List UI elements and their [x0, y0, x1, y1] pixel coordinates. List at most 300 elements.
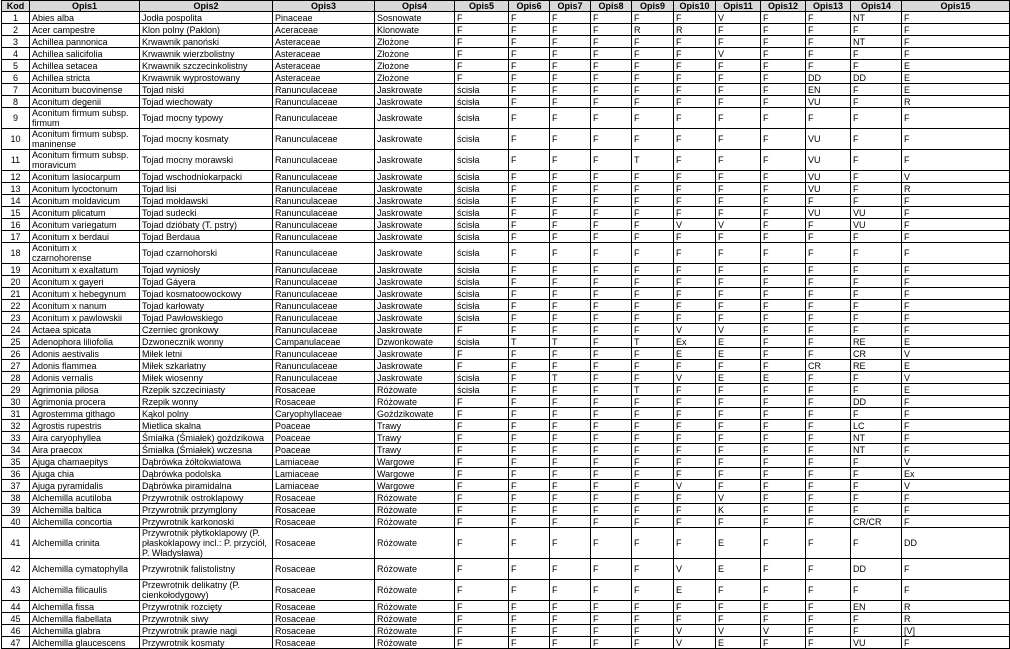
cell-opis15: F — [902, 580, 1010, 601]
cell-kod: 9 — [2, 108, 30, 129]
cell-opis2: Przywrotnik siwy — [140, 613, 273, 625]
cell-opis1: Aconitum lycoctonum — [30, 183, 140, 195]
cell-opis7: F — [550, 420, 591, 432]
table-row[interactable] — [2, 231, 1010, 243]
table-row[interactable] — [2, 276, 1010, 288]
table-row[interactable] — [2, 207, 1010, 219]
table-row[interactable] — [2, 408, 1010, 420]
cell-opis8: F — [591, 528, 632, 559]
cell-opis7: F — [550, 492, 591, 504]
cell-opis4: Jaskrowate — [375, 276, 455, 288]
cell-opis11: V — [716, 492, 761, 504]
table-row[interactable] — [2, 24, 1010, 36]
table-row[interactable] — [2, 625, 1010, 637]
cell-opis11: F — [716, 360, 761, 372]
cell-opis5: ścisła — [455, 336, 509, 348]
cell-opis7: F — [550, 360, 591, 372]
table-row[interactable] — [2, 637, 1010, 649]
cell-opis13: F — [806, 348, 851, 360]
cell-opis15: V — [902, 480, 1010, 492]
cell-opis12: F — [761, 129, 806, 150]
table-row[interactable] — [2, 420, 1010, 432]
cell-opis10: V — [674, 372, 716, 384]
cell-opis5: F — [455, 492, 509, 504]
cell-opis5: ścisła — [455, 195, 509, 207]
cell-opis3: Rosaceae — [273, 396, 375, 408]
cell-opis9: F — [632, 420, 674, 432]
table-row[interactable] — [2, 504, 1010, 516]
cell-opis3: Ranunculaceae — [273, 288, 375, 300]
table-row[interactable] — [2, 444, 1010, 456]
cell-opis13: F — [806, 276, 851, 288]
cell-opis6: F — [509, 625, 550, 637]
cell-opis12: F — [761, 468, 806, 480]
cell-opis4: Jaskrowate — [375, 231, 455, 243]
cell-opis15: R — [902, 601, 1010, 613]
cell-opis13: F — [806, 444, 851, 456]
cell-opis8: F — [591, 171, 632, 183]
table-row[interactable] — [2, 384, 1010, 396]
cell-opis12: F — [761, 195, 806, 207]
table-row[interactable] — [2, 516, 1010, 528]
cell-kod: 46 — [2, 625, 30, 637]
header-opis10[interactable]: Opis10 — [674, 1, 716, 12]
cell-opis7: F — [550, 468, 591, 480]
cell-opis3: Lamiaceae — [273, 468, 375, 480]
table-row[interactable] — [2, 432, 1010, 444]
cell-opis10: F — [674, 96, 716, 108]
cell-opis4: Złożone — [375, 60, 455, 72]
cell-opis2: Przywrotnik płytkoklapowy (P. płaskoklapowy incl.: P. przyciół, P. Władysława) — [140, 528, 273, 559]
table-row[interactable] — [2, 456, 1010, 468]
header-opis8[interactable]: Opis8 — [591, 1, 632, 12]
table-row[interactable] — [2, 129, 1010, 150]
cell-opis13: F — [806, 601, 851, 613]
cell-opis10: F — [674, 108, 716, 129]
header-opis1[interactable]: Opis1 — [30, 1, 140, 12]
cell-opis5: F — [455, 468, 509, 480]
cell-opis1: Agrostis rupestris — [30, 420, 140, 432]
table-row[interactable] — [2, 613, 1010, 625]
cell-opis6: F — [509, 456, 550, 468]
cell-opis10: F — [674, 231, 716, 243]
cell-opis9: F — [632, 276, 674, 288]
cell-opis14: F — [851, 324, 902, 336]
cell-opis15: F — [902, 219, 1010, 231]
cell-opis3: Lamiaceae — [273, 456, 375, 468]
cell-opis10: F — [674, 84, 716, 96]
cell-opis13: F — [806, 231, 851, 243]
table-row[interactable] — [2, 150, 1010, 171]
cell-opis8: F — [591, 24, 632, 36]
cell-opis11: E — [716, 372, 761, 384]
cell-opis4: Jaskrowate — [375, 300, 455, 312]
table-row[interactable] — [2, 96, 1010, 108]
cell-opis4: Różowate — [375, 559, 455, 580]
cell-opis9: F — [632, 613, 674, 625]
cell-opis3: Poaceae — [273, 420, 375, 432]
cell-opis6: F — [509, 36, 550, 48]
cell-opis5: F — [455, 48, 509, 60]
cell-opis3: Ranunculaceae — [273, 312, 375, 324]
cell-opis1: Ajuga pyramidalis — [30, 480, 140, 492]
cell-opis1: Adonis vernalis — [30, 372, 140, 384]
cell-opis1: Alchemilla glaucescens — [30, 637, 140, 649]
table-row[interactable] — [2, 84, 1010, 96]
cell-opis10: R — [674, 24, 716, 36]
cell-opis11: F — [716, 108, 761, 129]
cell-opis10: F — [674, 444, 716, 456]
cell-opis4: Goździkowate — [375, 408, 455, 420]
cell-opis13: F — [806, 528, 851, 559]
cell-opis12: F — [761, 300, 806, 312]
table-row[interactable] — [2, 372, 1010, 384]
cell-opis15: F — [902, 243, 1010, 264]
header-opis2[interactable]: Opis2 — [140, 1, 273, 12]
cell-opis3: Rosaceae — [273, 492, 375, 504]
cell-opis14: EN — [851, 601, 902, 613]
cell-opis6: F — [509, 420, 550, 432]
cell-opis9: F — [632, 601, 674, 613]
cell-opis6: F — [509, 150, 550, 171]
cell-opis9: F — [632, 12, 674, 24]
cell-opis8: F — [591, 129, 632, 150]
cell-opis4: Jaskrowate — [375, 195, 455, 207]
cell-opis7: F — [550, 559, 591, 580]
cell-opis5: ścisła — [455, 288, 509, 300]
cell-opis13: F — [806, 580, 851, 601]
cell-opis2: Tojad czarnohorski — [140, 243, 273, 264]
cell-opis5: F — [455, 613, 509, 625]
cell-opis3: Poaceae — [273, 432, 375, 444]
table-row[interactable] — [2, 243, 1010, 264]
cell-opis4: Różowate — [375, 601, 455, 613]
cell-opis5: F — [455, 432, 509, 444]
cell-opis4: Jaskrowate — [375, 207, 455, 219]
cell-opis12: F — [761, 150, 806, 171]
header-opis9[interactable]: Opis9 — [632, 1, 674, 12]
cell-opis5: F — [455, 60, 509, 72]
cell-opis4: Różowate — [375, 580, 455, 601]
header-opis5[interactable]: Opis5 — [455, 1, 509, 12]
cell-opis6: F — [509, 108, 550, 129]
cell-opis10: F — [674, 12, 716, 24]
cell-opis3: Ranunculaceae — [273, 219, 375, 231]
cell-opis9: F — [632, 516, 674, 528]
cell-opis5: F — [455, 420, 509, 432]
cell-opis14: F — [851, 276, 902, 288]
cell-opis5: F — [455, 528, 509, 559]
cell-opis3: Rosaceae — [273, 601, 375, 613]
cell-opis6: T — [509, 336, 550, 348]
cell-opis14: F — [851, 195, 902, 207]
cell-opis1: Achillea stricta — [30, 72, 140, 84]
header-opis11[interactable]: Opis11 — [716, 1, 761, 12]
cell-opis12: F — [761, 312, 806, 324]
cell-opis15: V — [902, 372, 1010, 384]
cell-opis6: F — [509, 468, 550, 480]
table-row[interactable] — [2, 60, 1010, 72]
cell-opis9: F — [632, 288, 674, 300]
cell-opis15: F — [902, 432, 1010, 444]
table-row[interactable] — [2, 528, 1010, 559]
cell-opis12: F — [761, 613, 806, 625]
header-opis3[interactable]: Opis3 — [273, 1, 375, 12]
cell-opis14: LC — [851, 420, 902, 432]
cell-opis11: F — [716, 183, 761, 195]
cell-opis7: F — [550, 396, 591, 408]
cell-opis3: Ranunculaceae — [273, 264, 375, 276]
cell-opis15: F — [902, 24, 1010, 36]
cell-kod: 1 — [2, 12, 30, 24]
cell-opis9: F — [632, 243, 674, 264]
cell-opis3: Asteraceae — [273, 48, 375, 60]
cell-opis14: F — [851, 288, 902, 300]
cell-kod: 8 — [2, 96, 30, 108]
table-row[interactable] — [2, 300, 1010, 312]
cell-kod: 11 — [2, 150, 30, 171]
cell-opis9: T — [632, 336, 674, 348]
cell-opis3: Ranunculaceae — [273, 171, 375, 183]
table-row[interactable] — [2, 288, 1010, 300]
cell-opis14: F — [851, 408, 902, 420]
table-row[interactable] — [2, 559, 1010, 580]
cell-kod: 39 — [2, 504, 30, 516]
table-row[interactable] — [2, 580, 1010, 601]
cell-opis2: Mietlica skalna — [140, 420, 273, 432]
cell-opis9: F — [632, 528, 674, 559]
header-opis12[interactable]: Opis12 — [761, 1, 806, 12]
header-opis6[interactable]: Opis6 — [509, 1, 550, 12]
cell-opis2: Czerniec gronkowy — [140, 324, 273, 336]
cell-opis3: Ranunculaceae — [273, 243, 375, 264]
cell-opis3: Ranunculaceae — [273, 276, 375, 288]
cell-opis3: Caryophyllaceae — [273, 408, 375, 420]
cell-opis13: F — [806, 288, 851, 300]
cell-opis4: Jaskrowate — [375, 264, 455, 276]
cell-opis4: Sosnowate — [375, 12, 455, 24]
cell-opis5: F — [455, 408, 509, 420]
cell-opis5: F — [455, 360, 509, 372]
cell-opis11: F — [716, 264, 761, 276]
cell-opis11: V — [716, 625, 761, 637]
table-row[interactable] — [2, 183, 1010, 195]
cell-opis10: F — [674, 264, 716, 276]
cell-opis13: F — [806, 456, 851, 468]
cell-opis13: F — [806, 504, 851, 516]
cell-opis1: Alchemilla fissa — [30, 601, 140, 613]
cell-opis13: VU — [806, 150, 851, 171]
table-row[interactable] — [2, 396, 1010, 408]
cell-opis2: Dąbrówka podolska — [140, 468, 273, 480]
cell-opis13: EN — [806, 84, 851, 96]
cell-opis6: F — [509, 516, 550, 528]
cell-opis11: E — [716, 348, 761, 360]
cell-opis8: F — [591, 300, 632, 312]
cell-opis4: Wargowe — [375, 456, 455, 468]
cell-opis13: F — [806, 312, 851, 324]
cell-opis11: F — [716, 171, 761, 183]
cell-opis14: F — [851, 468, 902, 480]
cell-opis14: F — [851, 108, 902, 129]
cell-opis9: F — [632, 108, 674, 129]
cell-opis11: F — [716, 396, 761, 408]
cell-kod: 13 — [2, 183, 30, 195]
cell-opis14: F — [851, 171, 902, 183]
cell-opis8: F — [591, 84, 632, 96]
cell-opis4: Różowate — [375, 384, 455, 396]
table-row[interactable] — [2, 312, 1010, 324]
header-opis7[interactable]: Opis7 — [550, 1, 591, 12]
cell-opis5: F — [455, 348, 509, 360]
header-opis13[interactable]: Opis13 — [806, 1, 851, 12]
cell-opis10: Ex — [674, 336, 716, 348]
cell-opis6: F — [509, 264, 550, 276]
cell-opis12: F — [761, 36, 806, 48]
cell-opis8: F — [591, 264, 632, 276]
cell-opis15: F — [902, 492, 1010, 504]
header-opis14[interactable]: Opis14 — [851, 1, 902, 12]
cell-opis1: Aconitum x berdaui — [30, 231, 140, 243]
cell-opis4: Jaskrowate — [375, 243, 455, 264]
cell-opis6: F — [509, 243, 550, 264]
cell-opis8: F — [591, 559, 632, 580]
cell-opis1: Aconitum firmum subsp. firmum — [30, 108, 140, 129]
cell-kod: 7 — [2, 84, 30, 96]
cell-opis5: ścisła — [455, 219, 509, 231]
cell-opis3: Ranunculaceae — [273, 183, 375, 195]
table-row[interactable] — [2, 195, 1010, 207]
cell-opis11: E — [716, 559, 761, 580]
cell-opis6: F — [509, 12, 550, 24]
table-row[interactable] — [2, 12, 1010, 24]
cell-opis12: F — [761, 24, 806, 36]
cell-opis13: VU — [806, 207, 851, 219]
table-row[interactable] — [2, 480, 1010, 492]
cell-opis11: F — [716, 420, 761, 432]
table-row[interactable] — [2, 468, 1010, 480]
cell-opis3: Pinaceae — [273, 12, 375, 24]
cell-opis6: F — [509, 324, 550, 336]
cell-opis12: F — [761, 601, 806, 613]
cell-kod: 3 — [2, 36, 30, 48]
table-row[interactable] — [2, 348, 1010, 360]
cell-opis6: F — [509, 396, 550, 408]
table-row[interactable] — [2, 324, 1010, 336]
table-row[interactable] — [2, 601, 1010, 613]
cell-opis7: F — [550, 613, 591, 625]
cell-opis14: F — [851, 264, 902, 276]
table-row[interactable] — [2, 171, 1010, 183]
cell-opis13: F — [806, 637, 851, 649]
cell-opis8: F — [591, 613, 632, 625]
cell-opis8: F — [591, 408, 632, 420]
cell-opis15: F — [902, 231, 1010, 243]
cell-opis10: F — [674, 171, 716, 183]
cell-opis5: ścisła — [455, 276, 509, 288]
cell-opis11: F — [716, 243, 761, 264]
cell-opis5: F — [455, 72, 509, 84]
cell-opis12: F — [761, 580, 806, 601]
cell-opis9: F — [632, 60, 674, 72]
cell-opis4: Jaskrowate — [375, 171, 455, 183]
cell-opis14: F — [851, 300, 902, 312]
table-row[interactable] — [2, 108, 1010, 129]
cell-opis12: F — [761, 108, 806, 129]
cell-opis6: F — [509, 444, 550, 456]
cell-opis5: F — [455, 601, 509, 613]
cell-opis14: DD — [851, 559, 902, 580]
header-opis15[interactable]: Opis15 — [902, 1, 1010, 12]
cell-opis2: Kąkol polny — [140, 408, 273, 420]
cell-opis12: F — [761, 384, 806, 396]
cell-opis8: F — [591, 183, 632, 195]
cell-opis7: F — [550, 72, 591, 84]
header-kod[interactable]: Kod — [2, 1, 30, 12]
cell-kod: 42 — [2, 559, 30, 580]
cell-opis12: F — [761, 243, 806, 264]
cell-opis3: Rosaceae — [273, 516, 375, 528]
cell-opis11: V — [716, 48, 761, 60]
cell-opis1: Aconitum firmum subsp. maninense — [30, 129, 140, 150]
cell-opis6: F — [509, 613, 550, 625]
cell-opis10: F — [674, 129, 716, 150]
table-row[interactable] — [2, 36, 1010, 48]
cell-opis3: Ranunculaceae — [273, 108, 375, 129]
cell-opis12: F — [761, 637, 806, 649]
cell-opis15: F — [902, 324, 1010, 336]
cell-opis11: F — [716, 231, 761, 243]
table-row[interactable] — [2, 48, 1010, 60]
cell-opis15: R — [902, 96, 1010, 108]
cell-opis3: Ranunculaceae — [273, 84, 375, 96]
cell-opis2: Tojad Berdaua — [140, 231, 273, 243]
cell-opis10: F — [674, 72, 716, 84]
table-row[interactable] — [2, 264, 1010, 276]
cell-opis1: Aconitum x czarnohorense — [30, 243, 140, 264]
cell-opis10: F — [674, 456, 716, 468]
table-row[interactable] — [2, 492, 1010, 504]
table-row[interactable] — [2, 360, 1010, 372]
cell-opis3: Ranunculaceae — [273, 195, 375, 207]
cell-kod: 26 — [2, 348, 30, 360]
cell-opis4: Złożone — [375, 36, 455, 48]
cell-opis12: F — [761, 264, 806, 276]
cell-opis8: F — [591, 36, 632, 48]
cell-opis6: F — [509, 384, 550, 396]
cell-opis3: Asteraceae — [273, 72, 375, 84]
cell-opis11: F — [716, 480, 761, 492]
header-opis4[interactable]: Opis4 — [375, 1, 455, 12]
cell-opis2: Dzwonecznik wonny — [140, 336, 273, 348]
cell-opis2: Tojad lisi — [140, 183, 273, 195]
cell-opis2: Tojad niski — [140, 84, 273, 96]
cell-opis7: F — [550, 312, 591, 324]
cell-opis6: F — [509, 528, 550, 559]
cell-opis9: F — [632, 580, 674, 601]
cell-opis4: Jaskrowate — [375, 372, 455, 384]
table-row[interactable] — [2, 72, 1010, 84]
cell-kod: 36 — [2, 468, 30, 480]
cell-opis2: Dąbrówka piramidalna — [140, 480, 273, 492]
table-row[interactable] — [2, 336, 1010, 348]
cell-opis7: F — [550, 444, 591, 456]
cell-opis10: F — [674, 300, 716, 312]
table-row[interactable] — [2, 219, 1010, 231]
cell-opis1: Adonis aestivalis — [30, 348, 140, 360]
cell-opis5: ścisła — [455, 264, 509, 276]
cell-opis2: Tojad Gáyera — [140, 276, 273, 288]
